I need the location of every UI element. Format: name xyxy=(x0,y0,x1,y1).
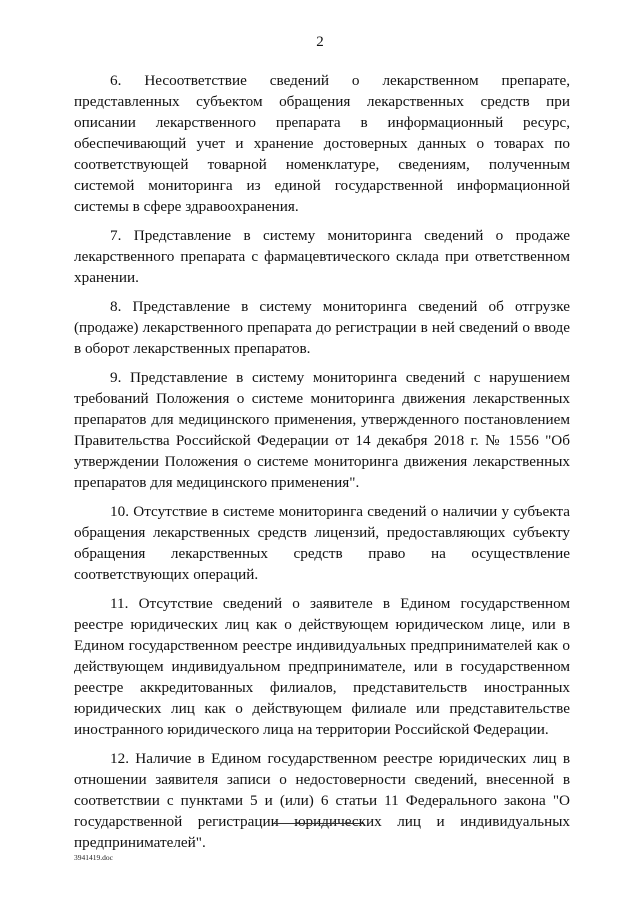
file-name-label: 3941419.doc xyxy=(74,853,113,862)
paragraph-item-11: 11. Отсутствие сведений о заявителе в Едином государственном реестре юридических лиц как о действующем юридическом лице, или в Едином государственном реестре индивидуальных предпринимателей как о действующем индивидуальном предпринимателе, или в государственном реестре аккредитованных филиалов, представительств иностранных юридических лиц как о действующем филиале или представительстве иностранного юридического лица на территории Российской Федерации. xyxy=(74,595,570,738)
page-number: 2 xyxy=(316,34,324,50)
end-divider xyxy=(273,823,363,824)
paragraph-item-6: 6. Несоответствие сведений о лекарственном препарате, представленных субъектом обращения лекарственных средств при описании лекарственного препарата в информационный ресурс, обеспечивающий учет и хранение достоверных данных о товарах по соответствующей товарной номенклатуре, сведениям, полученным системой мониторинга из единой государственной информационной системы в сфере здравоохранения. xyxy=(74,72,570,215)
document-body xyxy=(74,70,570,861)
paragraph-item-10: 10. Отсутствие в системе мониторинга сведений о наличии у субъекта обращения лекарственных средств лицензий, предоставляющих субъекту обращения лекарственных средств право на осуществление соответствующих операций. xyxy=(74,503,570,583)
paragraph-item-8: 8. Представление в систему мониторинга сведений об отгрузке (продаже) лекарственного препарата до регистрации в ней сведений о вводе в оборот лекарственных препаратов. xyxy=(74,298,570,357)
paragraph-item-12: 12. Наличие в Едином государственном реестре юридических лиц в отношении заявителя записи о недостоверности сведений, внесенной в соответствии с пунктами 5 и (или) 6 статьи 11 Федерального закона "О государственной регистрации юридических лиц и индивидуальных предпринимателей". xyxy=(74,750,570,851)
paragraph-item-9: 9. Представление в систему мониторинга сведений с нарушением требований Положения о системе мониторинга движения лекарственных препаратов для медицинского применения, утвержденного постановлением Правительства Российской Федерации от 14 декабря 2018 г. № 1556 "Об утверждении Положения о системе мониторинга движения лекарственных препаратов для медицинского применения". xyxy=(74,369,570,491)
paragraph-item-7: 7. Представление в систему мониторинга сведений о продаже лекарственного препарата с фармацевтического склада при ответственном хранении. xyxy=(74,227,570,286)
